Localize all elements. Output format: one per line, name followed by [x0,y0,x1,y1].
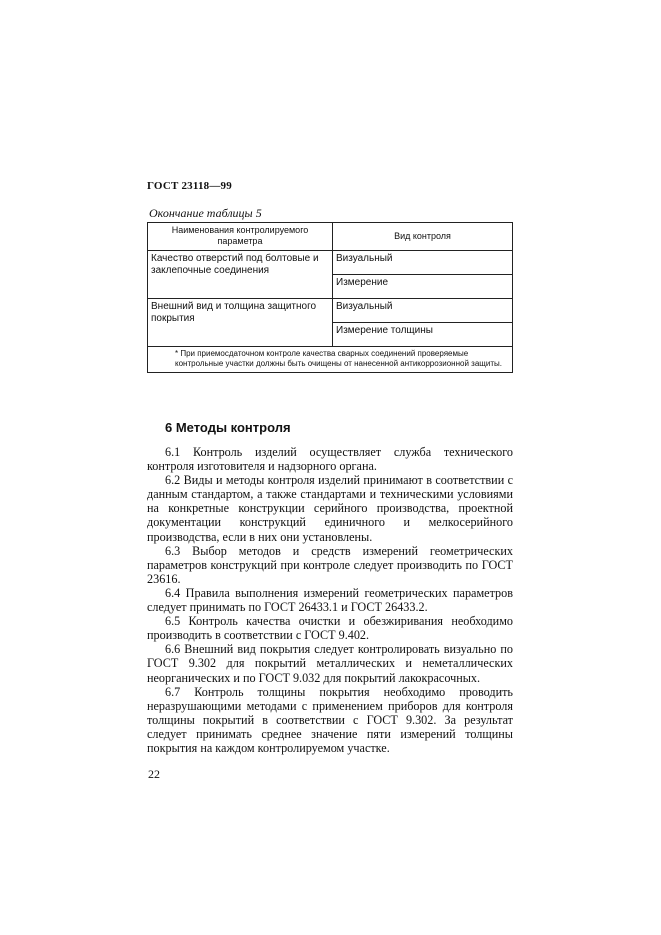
paragraph: 6.6 Внешний вид покрытия следует контролировать визуально по ГОСТ 9.302 для покрытий металлических и неметаллических неорганических и по ГОСТ 9.032 для покрытий лакокрасочных. [147,642,513,685]
method-cell: Измерение [333,274,513,298]
footnote-text: * При приемосдаточном контроле качества сварных соединений проверяемые контрольные участки должны быть очищены от нанесенной антикоррозионной защиты. [175,348,502,369]
table-caption: Окончание таблицы 5 [149,206,262,220]
table-footnote [148,346,513,373]
header-parameter: Наименования контролируемого параметра [148,223,333,251]
paragraph: 6.2 Виды и методы контроля изделий принимают в соответствии с данным стандартом, а также стандартами и техническими условиями на конкретные конструкции серийного производства, проектной документации конструкций единичного и мелкосерийного производства, если в них они установлены. [147,473,513,544]
method-cell: Визуальный [333,250,513,274]
table-row [148,250,513,274]
method-cell: Измерение толщины [333,322,513,346]
table-header-row [148,223,513,251]
standard-code: ГОСТ 23118—99 [147,180,232,192]
table-row [148,298,513,322]
control-table [147,222,513,373]
section-title: 6 Методы контроля [165,420,291,435]
section-body [147,445,513,755]
method-cell: Визуальный [333,298,513,322]
paragraph: 6.4 Правила выполнения измерений геометрических параметров следует принимать по ГОСТ 26433.1 и ГОСТ 26433.2. [147,585,513,615]
header-control-type: Вид контроля [333,223,513,251]
page-number: 22 [148,767,160,781]
paragraph: 6.1 Контроль изделий осуществляет служба технического контроля изготовителя и надзорного органа. [147,445,513,474]
parameter-cell: Внешний вид и толщина защитного покрытия [148,298,333,346]
parameter-cell: Качество отверстий под болтовые и заклепочные соединения [148,250,333,298]
paragraph: 6.7 Контроль толщины покрытия необходимо проводить неразрушающими методами с применением приборов для контроля толщины покрытий в соответствии с ГОСТ 9.302. За результат следует принимать среднее значение пяти измерений толщины покрытия на каждом контролируемом участке. [147,684,513,755]
paragraph: 6.3 Выбор методов и средств измерений геометрических параметров конструкций при контроле следует производить по ГОСТ 23616. [147,543,513,586]
paragraph: 6.5 Контроль качества очистки и обезжиривания необходимо производить в соответствии с ГОСТ 9.402. [147,614,513,643]
footnote-row [148,346,513,373]
